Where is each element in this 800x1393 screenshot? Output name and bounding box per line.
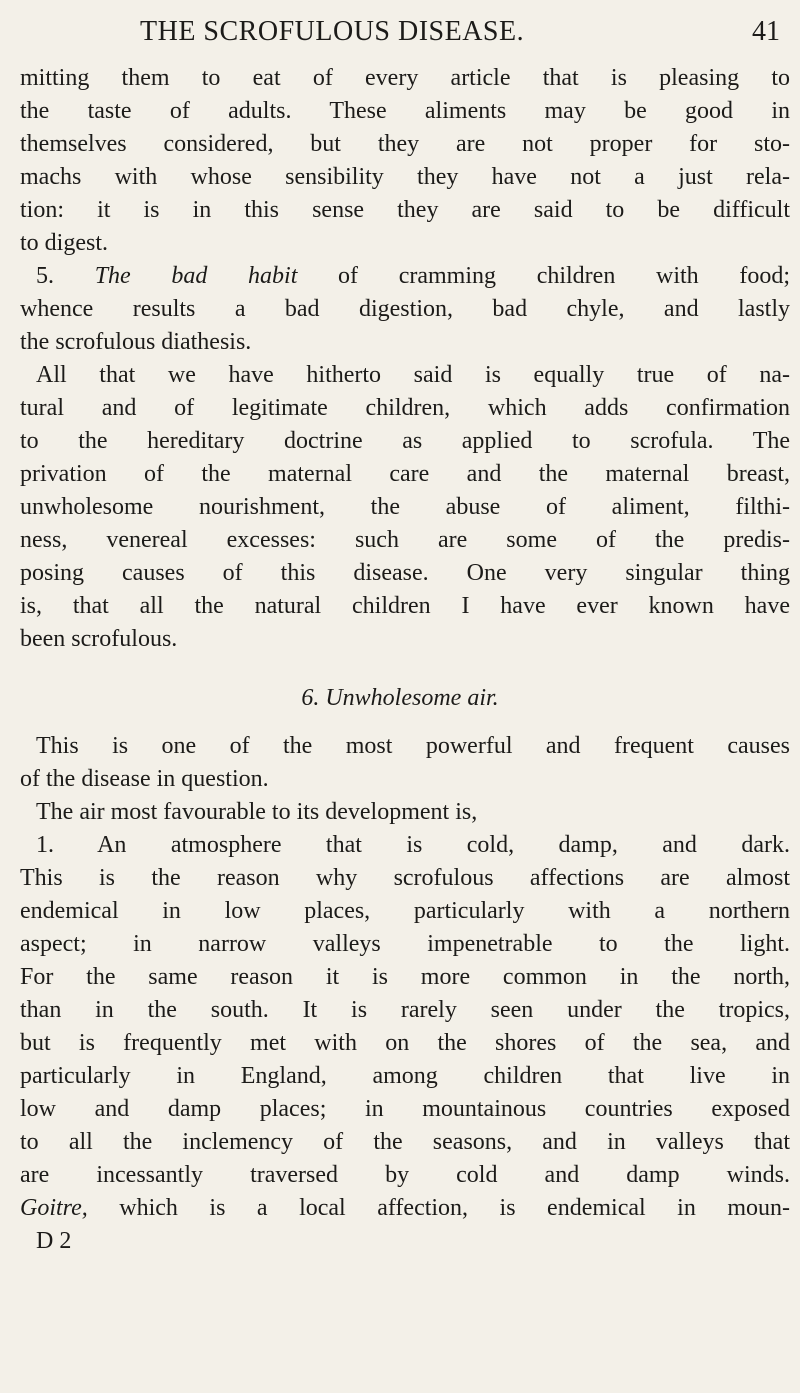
text-line: For the same reason it is more common in the north,	[20, 964, 790, 990]
text-line: low and damp places; in mountainous countries exposed	[20, 1096, 790, 1122]
text-line: ness, venereal excesses: such are some of the predis-	[20, 527, 790, 553]
text-line: unwholesome nourishment, the abuse of aliment, filthi-	[20, 494, 790, 520]
text-line: are incessantly traversed by cold and damp winds.	[20, 1162, 790, 1188]
page-header	[0, 16, 800, 56]
bad-habit-line-html: 5. The bad habit of cramming children with food;	[36, 263, 790, 289]
section-heading	[0, 682, 800, 715]
text-line: to digest.	[20, 230, 108, 256]
text-line: tural and of legitimate children, which adds confirmation	[20, 395, 790, 421]
text-line: posing causes of this disease. One very singular thing	[20, 560, 790, 586]
text-line: been scrofulous.	[20, 626, 178, 652]
text-line: The air most favourable to its development is,	[36, 799, 478, 825]
text-line: themselves considered, but they are not proper for sto-	[20, 131, 790, 157]
text-line: This is the reason why scrofulous affections are almost	[20, 865, 790, 891]
text-line: to the hereditary doctrine as applied to scrofula. The	[20, 428, 790, 454]
text-line: of the disease in question.	[20, 766, 269, 792]
text-line: but is frequently met with on the shores of the sea, and	[20, 1030, 790, 1056]
text-line: whence results a bad digestion, bad chyle, and lastly	[20, 296, 790, 322]
text-line: particularly in England, among children that live in	[20, 1063, 790, 1089]
page-number: 41	[752, 16, 780, 47]
text-line: 1. An atmosphere that is cold, damp, and dark.	[36, 832, 790, 858]
goitre-line-html: Goitre, which is a local affection, is endemical in moun-	[20, 1195, 790, 1221]
text-line: tion: it is in this sense they are said to be difficult	[20, 197, 790, 223]
running-title: THE SCROFULOUS DISEASE.	[140, 16, 525, 47]
text-line: This is one of the most powerful and frequent causes	[36, 733, 790, 759]
text-line: endemical in low places, particularly with a northern	[20, 898, 790, 924]
text-line: machs with whose sensibility they have not a just rela-	[20, 164, 790, 190]
text-line: to all the inclemency of the seasons, and in valleys that	[20, 1129, 790, 1155]
text-line: aspect; in narrow valleys impenetrable to the light.	[20, 931, 790, 957]
text-line: privation of the maternal care and the maternal breast,	[20, 461, 790, 487]
text-line: the taste of adults. These aliments may be good in	[20, 98, 790, 124]
text-line-goitre	[20, 1192, 790, 1225]
signature-mark: D 2	[36, 1228, 72, 1254]
text-line: mitting them to eat of every article that is pleasing to	[20, 65, 790, 91]
text-line: is, that all the natural children I have ever known have	[20, 593, 790, 619]
text-line: the scrofulous diathesis.	[20, 329, 252, 355]
text-line: All that we have hitherto said is equally true of na-	[36, 362, 790, 388]
text-line: than in the south. It is rarely seen under the tropics,	[20, 997, 790, 1023]
text-line-bad-habit	[36, 260, 790, 293]
section-heading-html: 6. Unwholesome air.	[301, 685, 499, 711]
